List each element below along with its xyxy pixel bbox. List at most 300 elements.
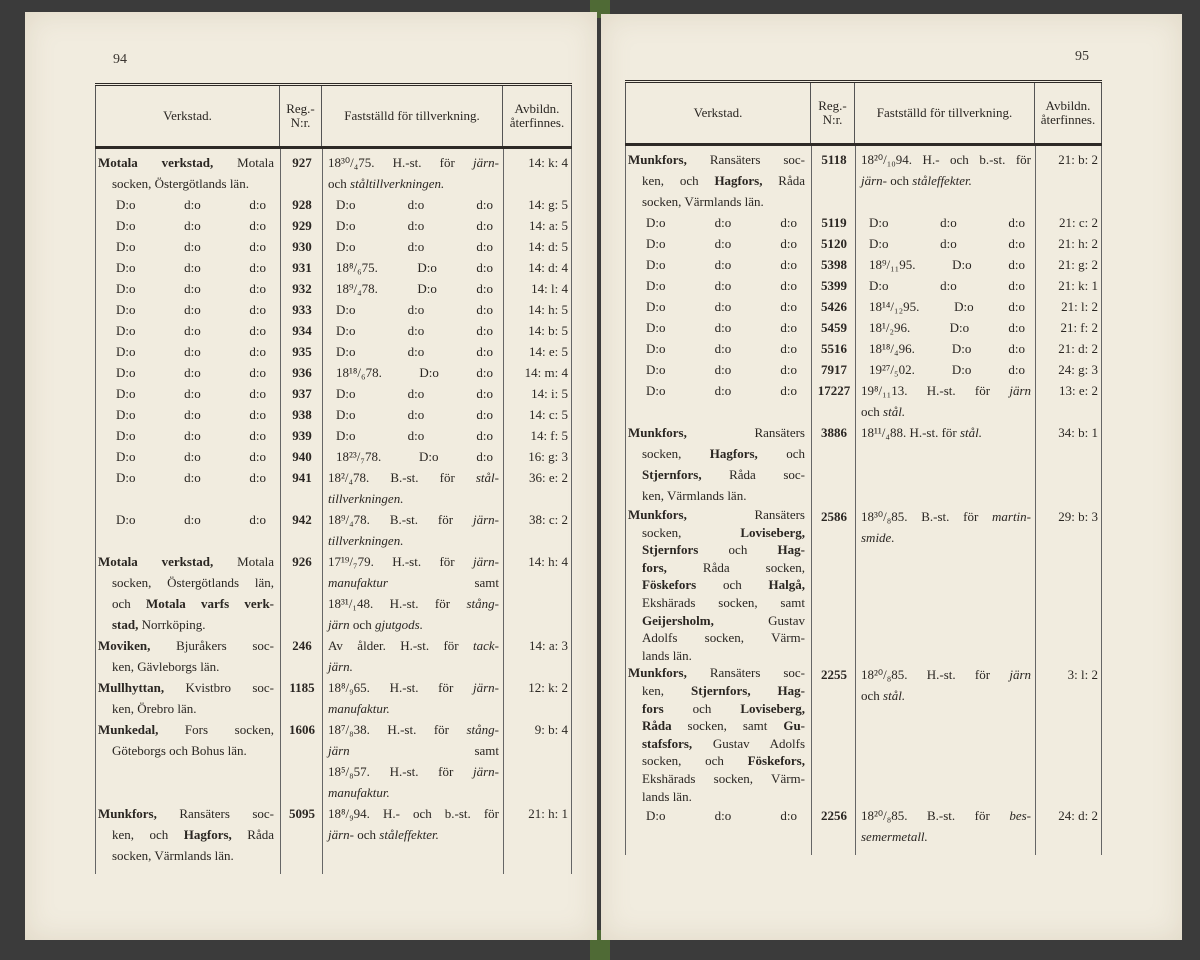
text-segment: Ekshärads socken, samt [642,594,805,610]
table-row [625,317,1102,338]
ditto-mark: D:o [116,344,136,359]
italic-term: järn [1009,667,1031,683]
text-line [328,551,499,572]
table-header [95,86,572,146]
fastställd-cell [322,194,503,215]
verkstad-cell [95,467,280,509]
column-header-reg: Reg.- N:r. [280,86,322,146]
text-line [98,740,274,761]
text-segment: Ransäters soc- [686,152,805,167]
ditto-mark: d:o [249,323,266,338]
fastställd-cell [855,149,1035,212]
verkstad-cell [625,296,811,317]
ditto-mark: d:o [249,407,266,422]
table-row [95,362,572,383]
ditto-mark: d:o [476,344,493,359]
ditto-mark: d:o [476,386,493,401]
bold-name: Stjernfors, Hag- [691,682,805,698]
table-row [95,509,572,551]
italic-term: semermetall. [861,829,928,845]
ditto-mark: D:o [646,341,666,356]
table-row [95,341,572,362]
ditto-line [328,383,499,404]
ditto-mark: D:o [646,383,666,398]
reg-number: 246 [292,638,312,653]
text-segment: 19⁸/₁₁13. H.-st. för [861,383,1010,398]
reg-number: 3886 [821,425,847,440]
reg-number: 17227 [817,383,851,398]
ditto-mark: D:o [869,278,889,293]
column-divider [503,149,504,874]
ditto-line [98,320,274,341]
text-segment: socken, och [642,753,748,769]
ditto-mark: d:o [184,302,201,317]
text-line [628,717,805,735]
reg-number: 935 [292,344,312,359]
ditto-line [628,805,805,826]
ditto-mark: d:o [184,344,201,359]
text-segment: och [757,446,805,461]
italic-term: järn [1009,383,1031,398]
ditto-mark: d:o [714,236,732,251]
ditto-mark: d:o [249,365,266,380]
text-segment: socken, Östergötlands län, [112,575,274,590]
avbildning-ref: 14: h: 5 [528,302,568,317]
ditto-mark: 18¹⁸/₄96. [869,341,915,356]
ditto-mark: d:o [184,386,201,401]
fastställd-cell [322,341,503,362]
avbildning-ref: 24: g: 3 [1058,362,1098,377]
table-row [625,233,1102,254]
ditto-mark: d:o [249,281,266,296]
avbildning-ref: 9: b: 4 [534,722,568,737]
bold-name: Råda [642,718,672,734]
reg-number: 936 [292,365,312,380]
ditto-line [328,278,499,299]
italic-term: manufaktur. [328,785,390,800]
text-line [628,443,805,464]
text-segment: socken, [642,524,741,540]
ditto-mark: d:o [184,281,201,296]
ditto-mark: d:o [780,320,797,335]
text-line [628,464,805,485]
italic-term: ståleffekter. [912,173,972,188]
text-line [98,551,274,572]
avbildning-ref: 21: k: 1 [1058,278,1098,293]
text-line [628,700,805,718]
text-line [98,677,274,698]
fastställd-cell [855,664,1035,805]
ditto-line [98,362,274,383]
reg-number: 938 [292,407,312,422]
table-row [95,446,572,467]
ditto-mark: d:o [714,299,732,314]
ditto-mark: d:o [1008,320,1025,335]
ditto-line [861,233,1031,254]
ditto-mark: d:o [407,407,425,422]
reg-number: 5119 [821,215,847,230]
ditto-line [328,257,499,278]
fastställd-cell [322,446,503,467]
italic-term: stång- [466,596,499,611]
avbildning-ref: 34: b: 1 [1058,425,1098,440]
text-segment: Råda socken, [666,559,805,575]
bold-name: Motala varfs verk- [146,596,274,611]
column-header-fast: Fastställd för tillverkning. [322,86,503,146]
reg-number: 939 [292,428,312,443]
ditto-mark: D:o [951,362,972,377]
fastställd-cell [855,338,1035,359]
fastställd-cell [322,467,503,509]
bold-name: Munkfors, [98,806,157,821]
text-line [628,524,805,542]
ditto-mark: D:o [336,344,356,359]
text-segment: Motala [213,155,274,170]
table-row [95,404,572,425]
avbildning-ref: 14: f: 5 [530,428,568,443]
table-row [625,275,1102,296]
ditto-mark: D:o [951,341,972,356]
ditto-line [98,509,274,530]
verkstad-cell [625,317,811,338]
italic-term: järn [328,743,350,758]
ditto-mark: D:o [116,218,136,233]
ditto-mark: d:o [714,215,732,230]
text-line [861,805,1031,826]
ditto-mark: D:o [116,260,136,275]
bold-name: Hagfors, [183,827,232,842]
ditto-mark: d:o [714,320,732,335]
verkstad-cell [625,212,811,233]
text-segment: socken, [642,446,710,461]
ditto-line [628,233,805,254]
ditto-line [328,236,499,257]
ditto-mark: 18⁹/₄78. [336,281,378,296]
ditto-line [98,299,274,320]
fastställd-cell [855,212,1035,233]
ditto-mark: D:o [869,236,889,251]
reg-number: 5398 [821,257,847,272]
text-segment: socken, samt [671,718,784,734]
text-line [328,635,499,656]
ditto-mark: d:o [407,239,425,254]
column-divider [625,146,626,855]
ditto-line [328,299,499,320]
bold-name: Munkedal, [98,722,159,737]
text-segment: 18¹¹/₄88. H.-st. för [861,425,960,440]
ditto-mark: D:o [336,323,356,338]
ditto-mark: d:o [714,257,732,272]
verkstad-cell [95,677,280,719]
table-row [95,257,572,278]
italic-term: tillverkningen. [328,533,404,548]
text-segment: 18²/₄78. B.-st. för [328,470,476,485]
bold-name: stad, [112,617,139,632]
ditto-mark: D:o [336,302,356,317]
bold-name: Hagfors, [714,173,763,188]
text-line [98,845,274,866]
text-segment: 17¹⁹/₇79. H.-st. för [328,554,473,569]
text-segment: 18⁹/₄78. B.-st. för [328,512,473,527]
text-segment: 18⁸/₉94. H.- och b.-st. för [328,806,499,821]
text-line [628,612,805,630]
text-segment: Gustav [713,612,805,628]
reg-number: 7917 [821,362,847,377]
reg-number: 1606 [289,722,315,737]
column-header-avb: Avbildn. återfinnes. [503,86,572,146]
fastställd-cell [322,803,503,866]
verkstad-cell [95,215,280,236]
ditto-line [98,446,274,467]
verkstad-cell [95,152,280,194]
verkstad-cell [95,362,280,383]
ditto-mark: D:o [336,197,356,212]
verkstad-cell [625,359,811,380]
table-row [625,212,1102,233]
verkstad-cell [95,299,280,320]
bold-name: Föskefors [642,577,697,593]
column-divider [571,149,572,874]
ditto-mark: d:o [184,197,201,212]
avbildning-ref: 13: e: 2 [1059,383,1098,398]
ditto-mark: d:o [184,449,201,464]
text-segment: 18³⁰/₈85. B.-st. för [861,509,992,524]
italic-term: manufaktur. [328,701,390,716]
text-segment: ken, Örebro län. [112,701,197,716]
bold-name: Munkfors, [628,507,687,522]
ditto-mark: d:o [476,428,493,443]
text-segment: Norrköping. [138,617,206,632]
italic-term: stål. [960,425,983,440]
italic-term: järn- [861,173,887,188]
avbildning-ref: 29: b: 3 [1058,509,1098,524]
bold-name: Moviken, [98,638,151,653]
text-segment: Ransäters [686,507,805,522]
ditto-mark: d:o [780,278,797,293]
ditto-mark: D:o [336,386,356,401]
table-row [95,383,572,404]
text-line [328,824,499,845]
bold-name: Föskefors, [747,753,805,769]
ditto-line [328,425,499,446]
text-line [861,506,1031,527]
text-line [328,488,499,509]
table-row [625,254,1102,275]
avbildning-ref: 14: b: 5 [528,323,568,338]
ditto-mark: D:o [116,239,136,254]
text-segment: Gustav Adolfs [692,735,805,751]
text-line [98,803,274,824]
table-row [95,299,572,320]
ditto-mark: d:o [184,407,201,422]
ditto-mark: 18²³/₇78. [336,449,382,464]
text-segment: och [663,700,741,716]
reg-number: 930 [292,239,312,254]
ditto-mark: D:o [116,281,136,296]
column-divider [811,146,812,855]
ditto-line [98,236,274,257]
italic-term: järn- [473,554,499,569]
table-row [625,149,1102,212]
reg-number: 2586 [821,509,847,524]
text-line [328,530,499,551]
reg-number: 2255 [821,667,847,683]
ditto-line [98,425,274,446]
right-page [601,14,1182,940]
verkstad-cell [95,278,280,299]
verkstad-cell [95,341,280,362]
italic-term: stål. [883,688,906,704]
ditto-mark: D:o [116,449,136,464]
text-segment: Ransäters [686,425,805,440]
italic-term: järn- [473,680,499,695]
verkstad-cell [95,446,280,467]
reg-number: 5399 [821,278,847,293]
ditto-mark: D:o [116,365,136,380]
text-segment: 18²⁰/₈85. B.-st. för [861,808,1010,824]
reg-number: 5459 [821,320,847,335]
text-segment: ken, [642,682,691,698]
ditto-mark: d:o [940,215,957,230]
reg-number: 5120 [821,236,847,251]
bold-name: Mullhyttan, [98,680,165,695]
ditto-mark: D:o [646,808,666,824]
ditto-mark: d:o [780,299,797,314]
ditto-mark: d:o [407,428,425,443]
column-header-reg: Reg.- N:r. [811,83,855,143]
ditto-mark: D:o [336,428,356,443]
ditto-mark: D:o [646,257,666,272]
ditto-mark: d:o [476,197,493,212]
ditto-mark: 18⁸/₆75. [336,260,378,275]
table-row [625,422,1102,506]
text-line [328,152,499,173]
reg-number: 931 [292,260,312,275]
reg-number: 934 [292,323,312,338]
ditto-mark: 18¹⁸/₆78. [336,365,382,380]
register-table [95,83,572,874]
page-number: 95 [1075,49,1089,64]
text-line [98,152,274,173]
text-line [328,761,499,782]
ditto-mark: d:o [407,197,425,212]
avbildning-ref: 14: c: 5 [529,407,568,422]
avbildning-ref: 12: k: 2 [528,680,568,695]
avbildning-ref: 21: c: 2 [1059,215,1098,230]
italic-term: stång- [466,722,499,737]
ditto-mark: d:o [1008,341,1025,356]
ditto-mark: D:o [954,299,974,314]
italic-term: järn [328,617,350,632]
reg-number: 933 [292,302,312,317]
text-segment: Motala [213,554,274,569]
text-line [628,629,805,647]
ditto-mark: d:o [249,239,266,254]
verkstad-cell [95,719,280,803]
reg-number: 926 [292,554,312,569]
ditto-mark: D:o [952,257,972,272]
fastställd-cell [322,677,503,719]
ditto-mark: d:o [780,383,797,398]
ditto-mark: D:o [646,278,666,293]
ditto-mark: D:o [417,260,437,275]
text-line [328,677,499,698]
avbildning-ref: 14: e: 5 [529,344,568,359]
column-divider [1101,146,1102,855]
bold-name: Munkfors, [628,425,687,440]
fastställd-cell [322,635,503,677]
fastställd-cell [322,215,503,236]
text-line [98,173,274,194]
text-line [98,614,274,635]
text-segment: Ekshärads socken, Värm- [642,770,805,786]
text-line [98,635,274,656]
text-segment: 18²⁰/₈85. H.-st. för [861,667,1010,683]
table-row [95,320,572,341]
ditto-mark: D:o [116,470,136,485]
ditto-line [628,359,805,380]
avbildning-ref: 14: h: 4 [528,554,568,569]
bold-name: Munkfors, [628,665,687,681]
table-row [95,635,572,677]
ditto-line [98,278,274,299]
text-line [628,559,805,577]
bold-name: Gu- [783,718,805,734]
table-row [95,215,572,236]
ditto-line [861,359,1031,380]
verkstad-cell [95,425,280,446]
ditto-line [861,317,1031,338]
column-divider [855,146,856,855]
verkstad-cell [625,506,811,664]
text-segment: Råda soc- [701,467,805,482]
fastställd-cell [322,509,503,551]
ditto-mark: d:o [940,236,957,251]
column-header-fast: Fastställd för tillverkning. [855,83,1035,143]
bold-name: Loviseberg, [740,700,805,716]
text-segment: och [349,617,375,632]
avbildning-ref: 14: d: 5 [528,239,568,254]
fastställd-cell [322,278,503,299]
ditto-line [628,254,805,275]
reg-number: 929 [292,218,312,233]
text-line [628,788,805,806]
ditto-line [628,275,805,296]
text-line [628,682,805,700]
text-line [861,826,1031,847]
ditto-line [861,275,1031,296]
ditto-mark: d:o [184,428,201,443]
ditto-line [98,194,274,215]
ditto-mark: d:o [1008,362,1025,377]
ditto-mark: D:o [116,323,136,338]
ditto-mark: d:o [780,215,797,230]
table-row [95,425,572,446]
ditto-mark: D:o [116,428,136,443]
register-table [625,80,1102,855]
reg-number: 5095 [289,806,315,821]
text-line [628,647,805,665]
column-header-verkstad: Verkstad. [95,86,280,146]
ditto-line [861,212,1031,233]
ditto-mark: d:o [476,449,493,464]
ditto-mark: D:o [646,320,666,335]
text-segment: Råda [231,827,274,842]
text-line [861,401,1031,422]
text-segment: Fors socken, [158,722,274,737]
reg-number: 942 [292,512,312,527]
text-line [861,170,1031,191]
